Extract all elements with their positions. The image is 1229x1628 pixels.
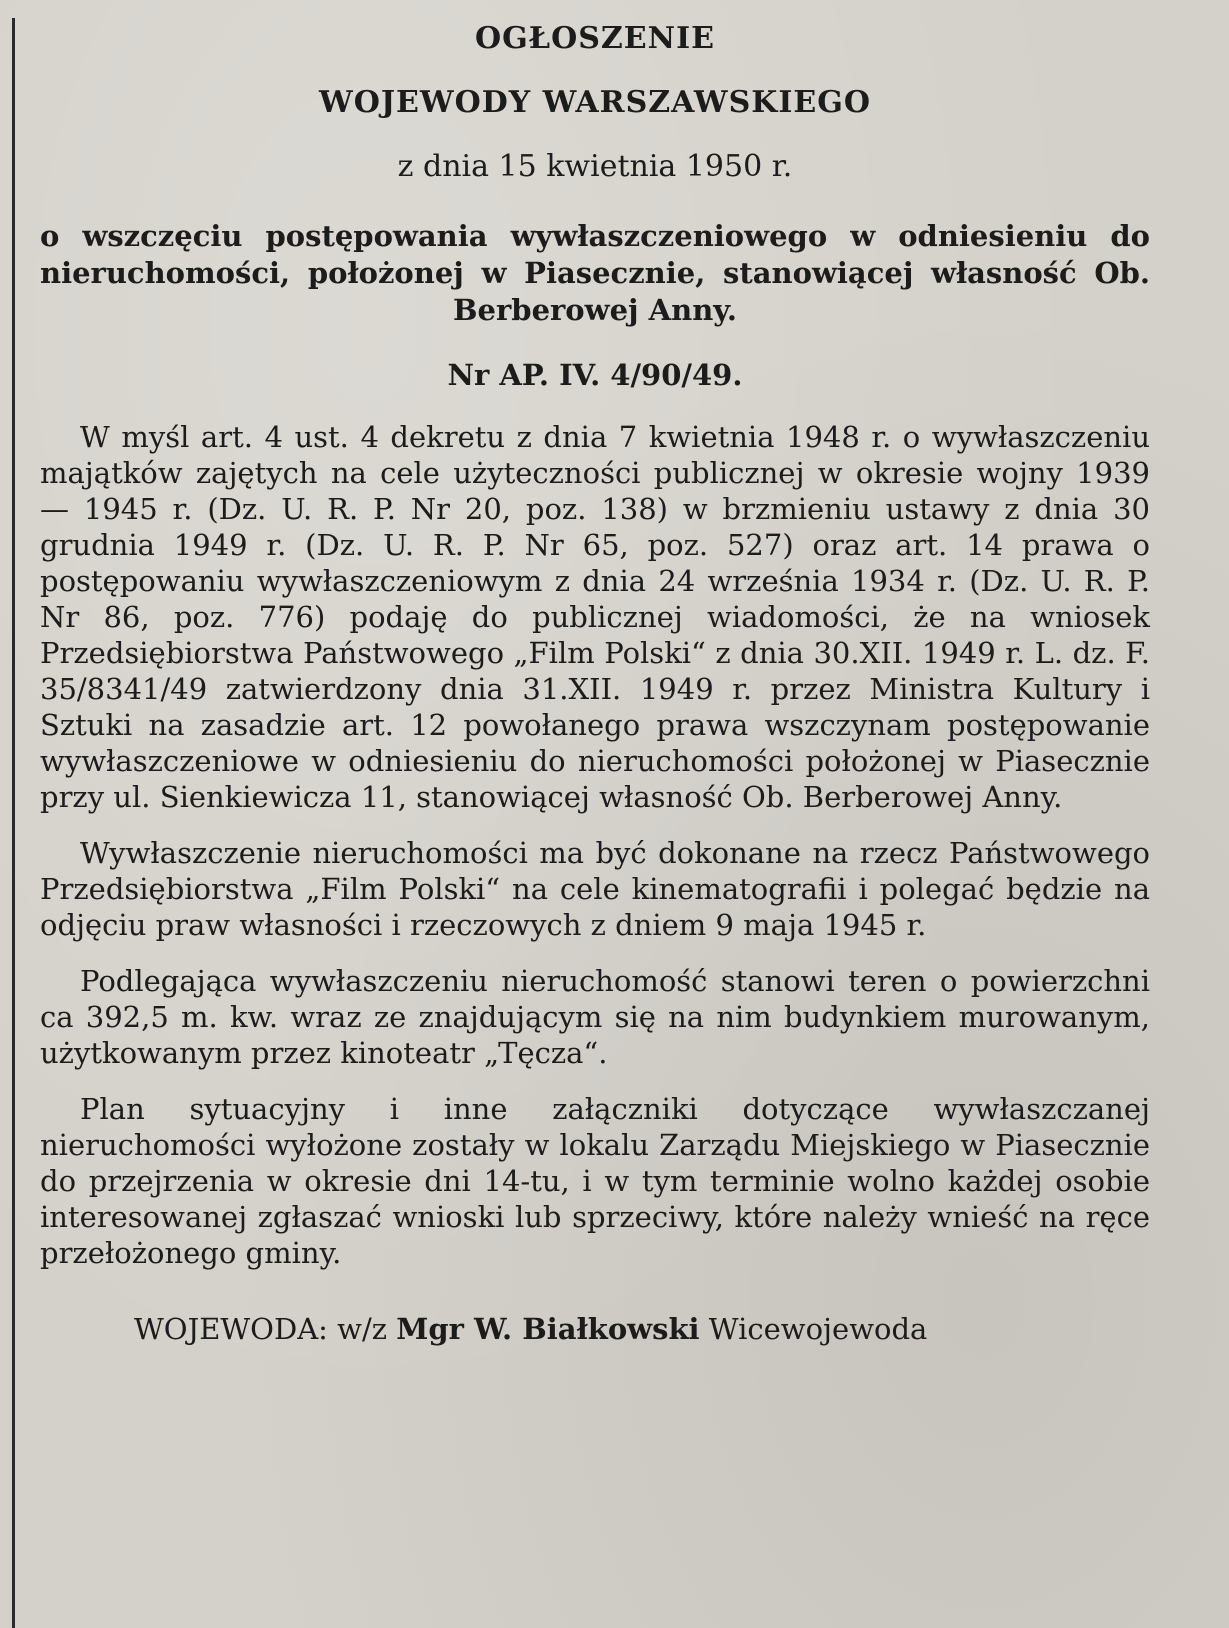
signature-role: Wicewojewoda	[708, 1312, 928, 1346]
signature-prefix: w/z	[337, 1312, 388, 1346]
heading-announcement: OGŁOSZENIE	[475, 21, 715, 56]
reference-number: Nr AP. IV. 4/90/49.	[447, 358, 743, 392]
paragraph-expropriation-purpose: Wywłaszczenie nieruchomości ma być dokonane na rzecz Państwowego Przedsiębiorstwa „Film Polski“ na cele kinematografii i polegać będzie na odjęciu praw własności i rzeczowych z dniem 9 maja 1945 r.	[40, 836, 1150, 942]
paragraph-property-description: Podlegająca wywłaszczeniu nieruchomość stanowi teren o powierzchni ca 392,5 m. kw. wraz ze znajdującym się na nim budynkiem murowanym, użytkowanym przez kinoteatr „Tęcza“.	[40, 964, 1150, 1070]
signature-title: WOJEWODA:	[134, 1312, 328, 1346]
heading-issuer: WOJEWODY WARSZAWSKIEGO	[319, 85, 871, 120]
column-rule	[12, 18, 15, 1628]
signature-name: Mgr W. Białkowski	[396, 1312, 700, 1346]
signature-line	[40, 1311, 1150, 1347]
paragraph-documents-inspection: Plan sytuacyjny i inne załączniki dotyczące wywłaszczanej nieruchomości wyłożone zostały w lokalu Zarządu Miejskiego w Piasecznie do przejrzenia w okresie dni 14-tu, i w tym terminie wolno każdej osobie interesowanej zgłaszać wnioski lub sprzeciwy, które należy wnieść na ręce przełożonego gminy.	[40, 1092, 1150, 1270]
subject-line: o wszczęciu postępowania wywłaszczeniowego w odniesieniu do nieruchomości, położonej w Piasecznie, stanowiącej własność Ob. Berberowej Anny.	[40, 219, 1150, 327]
announcement	[40, 14, 1150, 1347]
paragraph-legal-basis: W myśl art. 4 ust. 4 dekretu z dnia 7 kwietnia 1948 r. o wywłaszczeniu majątków zajętych na cele użyteczności publicznej w okresie wojny 1939 — 1945 r. (Dz. U. R. P. Nr 20, poz. 138) w brzmieniu ustawy z dnia 30 grudnia 1949 r. (Dz. U. R. P. Nr 65, poz. 527) oraz art. 14 prawa o postępowaniu wywłaszczeniowym z dnia 24 września 1934 r. (Dz. U. R. P. Nr 86, poz. 776) podaję do publicznej wiadomości, że na wniosek Przedsiębiorstwa Państwowego „Film Polski“ z dnia 30.XII. 1949 r. L. dz. F. 35/8341/49 zatwierdzony dnia 31.XII. 1949 r. przez Ministra Kultury i Sztuki na zasadzie art. 12 powołanego prawa wszczynam postępowanie wywłaszczeniowe w odniesieniu do nieruchomości położonej w Piasecznie przy ul. Sienkiewicza 11, stanowiącej własność Ob. Berberowej Anny.	[40, 420, 1150, 814]
date-line: z dnia 15 kwietnia 1950 r.	[397, 149, 793, 184]
